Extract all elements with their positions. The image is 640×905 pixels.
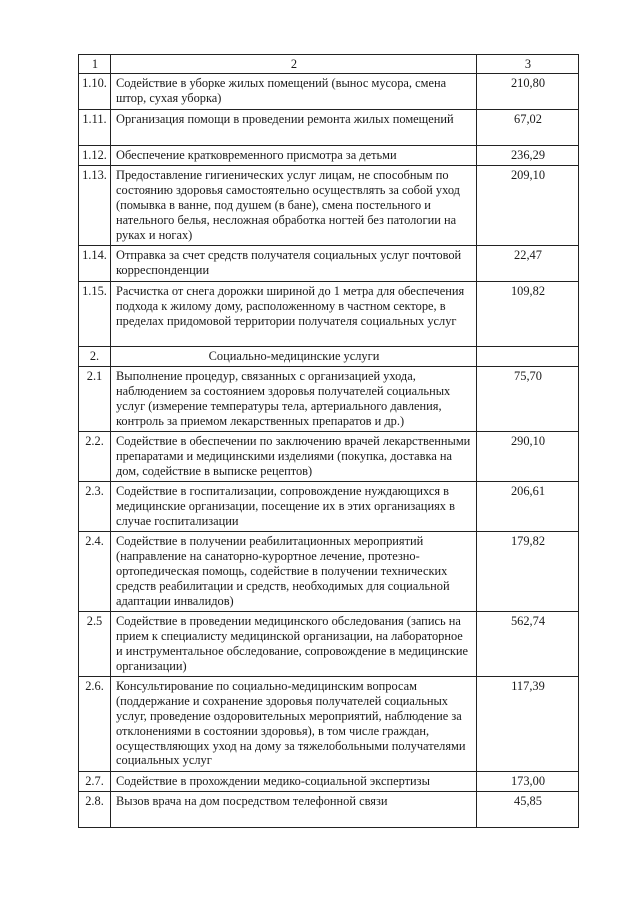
table-row [79, 145, 579, 165]
row-number: 1.12. [79, 145, 111, 165]
table-row [79, 676, 579, 771]
header-col-1: 1 [79, 55, 111, 74]
service-price [477, 346, 579, 366]
service-price: 179,82 [477, 531, 579, 611]
table-row [79, 791, 579, 827]
service-description: Содействие в уборке жилых помещений (вынос мусора, смена штор, сухая уборка) [111, 73, 477, 109]
row-number: 2.2. [79, 431, 111, 481]
section-row [79, 346, 579, 366]
services-table-body [79, 55, 579, 828]
row-number: 2.7. [79, 771, 111, 791]
service-price: 562,74 [477, 611, 579, 676]
row-number: 2.1 [79, 366, 111, 431]
service-description: Содействие в госпитализации, сопровождение нуждающихся в медицинские организации, посещение их в этих организациях в случае госпитализации [111, 481, 477, 531]
service-description: Содействие в получении реабилитационных мероприятий (направление на санаторно-курортное лечение, протезно-ортопедическая помощь, содействие в получении технических средств реабилитации и средств, необходимых для социальной адаптации инвалидов) [111, 531, 477, 611]
service-price: 75,70 [477, 366, 579, 431]
service-description: Выполнение процедур, связанных с организацией ухода, наблюдением за состоянием здоровья получателей социальных услуг (измерение температуры тела, артериального давления, контроль за приемом лекарственных препаратов и др.) [111, 366, 477, 431]
row-number: 1.11. [79, 109, 111, 145]
table-row [79, 771, 579, 791]
service-price: 290,10 [477, 431, 579, 481]
table-row [79, 165, 579, 245]
table-row [79, 281, 579, 346]
row-number: 1.10. [79, 73, 111, 109]
service-price: 67,02 [477, 109, 579, 145]
row-number: 2.5 [79, 611, 111, 676]
service-price: 206,61 [477, 481, 579, 531]
row-number: 2.3. [79, 481, 111, 531]
service-description: Организация помощи в проведении ремонта жилых помещений [111, 109, 477, 145]
row-number: 1.13. [79, 165, 111, 245]
service-description: Содействие в прохождении медико-социальной экспертизы [111, 771, 477, 791]
table-row [79, 481, 579, 531]
table-row [79, 73, 579, 109]
service-description: Предоставление гигиенических услуг лицам, не способным по состоянию здоровья самостоятельно осуществлять за собой уход (помывка в ванне, под душем (в бане), смена постельного и нательного белья, несложная обработка ногтей без патологии на руках и ногах) [111, 165, 477, 245]
service-description: Отправка за счет средств получателя социальных услуг почтовой корреспонденции [111, 245, 477, 281]
header-col-3: 3 [477, 55, 579, 74]
service-description: Содействие в проведении медицинского обследования (запись на прием к специалисту медицинской организации, на лабораторное и инструментальное обследование, сопровождение в медицинские организации) [111, 611, 477, 676]
service-price: 210,80 [477, 73, 579, 109]
section-title: Социально-медицинские услуги [111, 346, 477, 366]
service-price: 236,29 [477, 145, 579, 165]
service-price: 173,00 [477, 771, 579, 791]
services-table [78, 54, 579, 828]
table-row [79, 366, 579, 431]
header-col-2: 2 [111, 55, 477, 74]
service-price: 209,10 [477, 165, 579, 245]
service-description: Консультирование по социально-медицинским вопросам (поддержание и сохранение здоровья получателей социальных услуг, проведение оздоровительных мероприятий, наблюдение за отклонениями в состоянии здоровья), в том числе граждан, осуществляющих уход на дому за тяжелобольными получателями социальных услуг [111, 676, 477, 771]
row-number: 2.6. [79, 676, 111, 771]
service-price: 109,82 [477, 281, 579, 346]
service-price: 22,47 [477, 245, 579, 281]
row-number: 1.14. [79, 245, 111, 281]
service-description: Содействие в обеспечении по заключению врачей лекарственными препаратами и медицинскими изделиями (покупка, доставка на дом, содействие в выписке рецептов) [111, 431, 477, 481]
service-description: Расчистка от снега дорожки шириной до 1 метра для обеспечения подхода к жилому дому, расположенному в частном секторе, в пределах придомовой территории получателя социальных услуг [111, 281, 477, 346]
row-number: 2. [79, 346, 111, 366]
service-price: 45,85 [477, 791, 579, 827]
header-row [79, 55, 579, 74]
table-row [79, 245, 579, 281]
service-price: 117,39 [477, 676, 579, 771]
row-number: 2.4. [79, 531, 111, 611]
table-row [79, 531, 579, 611]
table-row [79, 431, 579, 481]
table-row [79, 611, 579, 676]
row-number: 1.15. [79, 281, 111, 346]
row-number: 2.8. [79, 791, 111, 827]
service-description: Вызов врача на дом посредством телефонной связи [111, 791, 477, 827]
table-row [79, 109, 579, 145]
service-description: Обеспечение кратковременного присмотра за детьми [111, 145, 477, 165]
